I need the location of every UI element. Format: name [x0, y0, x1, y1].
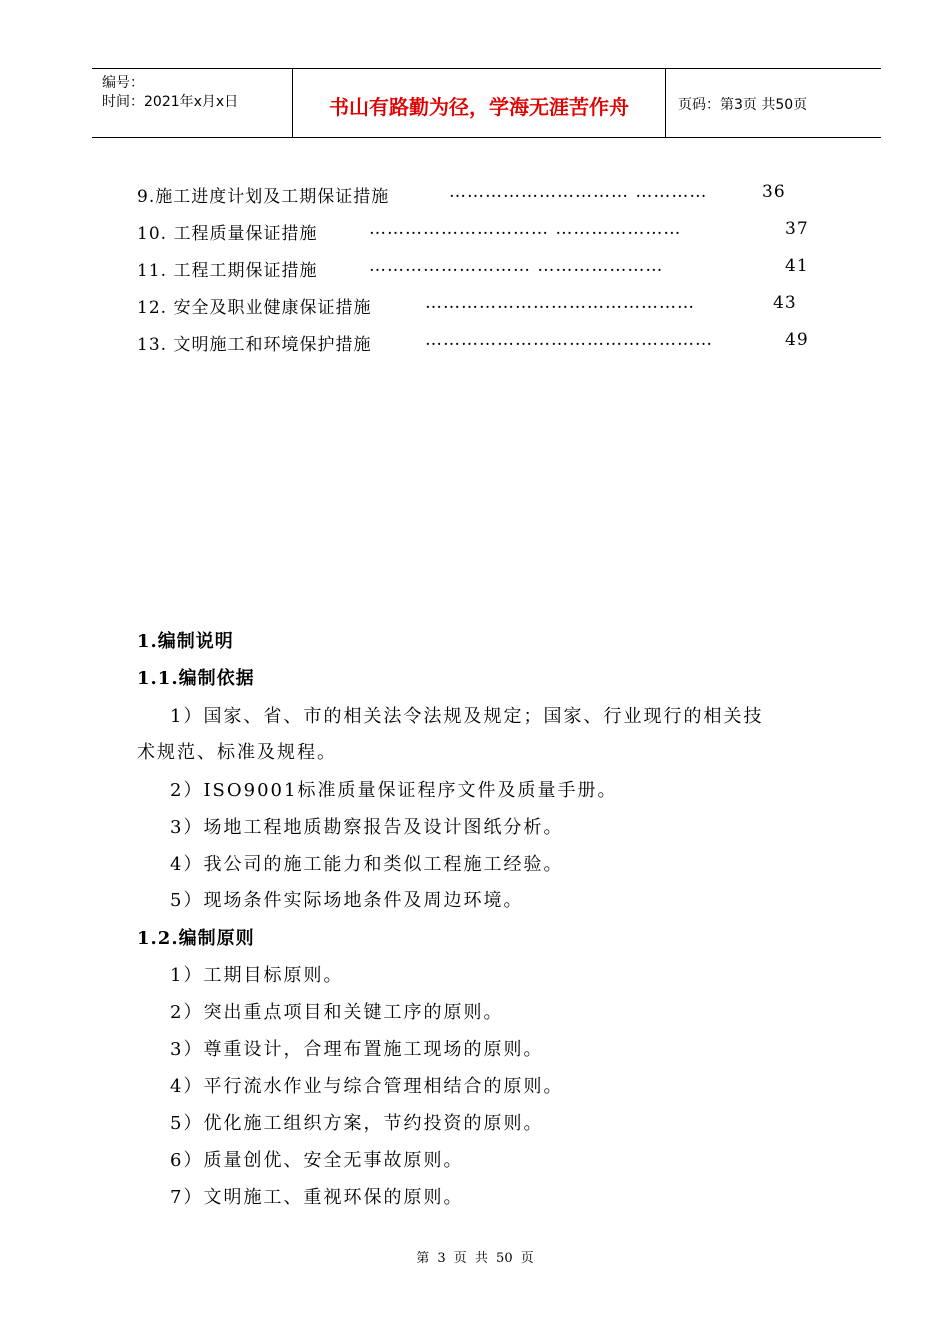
toc-entry-page: 49 — [785, 330, 809, 350]
paragraph-line: 2）突出重点项目和关键工序的原则。 — [170, 1002, 504, 1023]
toc-entry-page: 36 — [762, 182, 786, 202]
paragraph-line: 4）平行流水作业与综合管理相结合的原则。 — [170, 1076, 564, 1097]
toc-entry-dots: ………………………………………… — [425, 330, 713, 350]
paragraph-line: 术规范、标准及规程。 — [137, 742, 337, 763]
header-motto-cell — [293, 69, 666, 137]
toc-entry-text: 10. 工程质量保证措施 — [137, 224, 318, 244]
header-page-cell — [666, 69, 881, 137]
document-header — [92, 68, 881, 138]
toc-entry-page: 37 — [785, 219, 809, 239]
toc-entry-text: 12. 安全及职业健康保证措施 — [137, 298, 372, 318]
toc-entry — [137, 256, 807, 282]
toc-entry-dots: ………………………… ………… — [449, 182, 708, 202]
toc-entry-dots: ……………………………………… — [425, 293, 695, 313]
header-motto: 书山有路勤为径，学海无涯苦作舟 — [329, 95, 629, 119]
toc-entry-text: 11. 工程工期保证措施 — [137, 261, 318, 281]
page-footer: 第 3 页 共 50 页 — [416, 1251, 534, 1266]
paragraph-line: 5）现场条件实际场地条件及周边环境。 — [170, 890, 524, 911]
toc-entry — [137, 330, 807, 356]
section-title: 1.编制说明 — [137, 631, 234, 652]
paragraph-line: 1）国家、省、市的相关法令法规及规定；国家、行业现行的相关技 — [170, 706, 764, 727]
header-number-label: 编号： — [102, 75, 144, 91]
subsection-title: 1.2.编制原则 — [137, 928, 255, 949]
paragraph-line: 1）工期目标原则。 — [170, 965, 344, 986]
toc-entry-dots: ……………………… ………………… — [369, 256, 664, 276]
toc-entry-page: 43 — [773, 293, 797, 313]
header-page-label: 页码：第3页 共50页 — [678, 97, 808, 113]
paragraph-line: 7）文明施工、重视环保的原则。 — [170, 1187, 464, 1208]
paragraph-line: 6）质量创优、安全无事故原则。 — [170, 1150, 464, 1171]
header-time-label: 时间：2021年x月x日 — [102, 94, 239, 110]
paragraph-line: 2）ISO9001标准质量保证程序文件及质量手册。 — [170, 780, 618, 801]
toc-entry — [137, 182, 807, 208]
header-info-cell — [92, 69, 293, 137]
toc-entry-text: 9.施工进度计划及工期保证措施 — [137, 187, 390, 207]
toc-entry-page: 41 — [785, 256, 809, 276]
paragraph-line: 3）场地工程地质勘察报告及设计图纸分析。 — [170, 817, 564, 838]
paragraph-line: 3）尊重设计，合理布置施工现场的原则。 — [170, 1039, 544, 1060]
toc-entry-dots: ………………………… ………………… — [369, 219, 682, 239]
subsection-title: 1.1.编制依据 — [137, 668, 255, 689]
paragraph-line: 4）我公司的施工能力和类似工程施工经验。 — [170, 854, 564, 875]
toc-entry-text: 13. 文明施工和环境保护措施 — [137, 335, 372, 355]
paragraph-line: 5）优化施工组织方案，节约投资的原则。 — [170, 1113, 544, 1134]
toc-entry — [137, 219, 807, 245]
toc-entry — [137, 293, 807, 319]
